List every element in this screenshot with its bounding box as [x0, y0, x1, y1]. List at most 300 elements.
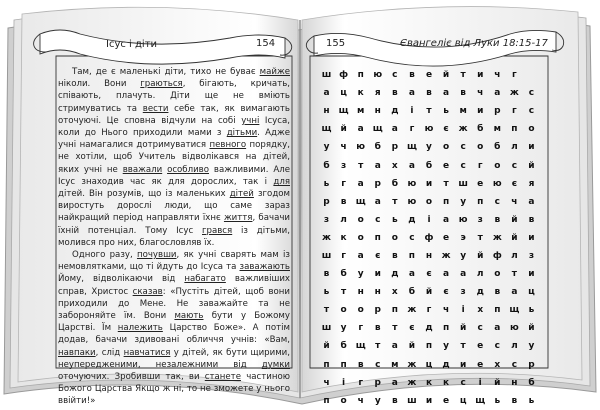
grid-letter: а [494, 323, 501, 334]
underlined-word: певного [209, 140, 247, 151]
underlined-word: заважають [239, 262, 290, 273]
grid-letter: о [340, 395, 347, 406]
grid-letter: й [425, 287, 433, 298]
text-span: важливіших справ, Христос [58, 274, 291, 297]
grid-letter: ф [492, 250, 502, 261]
grid-letter: д [391, 106, 399, 117]
grid-letter: й [408, 341, 416, 352]
grid-letter: ц [340, 88, 347, 99]
grid-letter: є [375, 250, 381, 261]
text-span: Там, де є маленькі діти, тихо не буває [72, 67, 260, 77]
grid-letter: в [357, 359, 364, 370]
grid-letter: й [442, 70, 450, 81]
underlined-word: особливо [167, 164, 210, 175]
grid-letter: і [410, 106, 414, 117]
grid-letter: в [340, 196, 347, 207]
grid-letter: с [477, 323, 483, 334]
grid-letter: й [340, 124, 347, 135]
grid-letter: х [391, 160, 398, 171]
grid-letter: т [443, 178, 449, 189]
grid-letter: т [460, 341, 466, 352]
underlined-word: почувши [136, 250, 177, 261]
grid-letter: б [528, 377, 535, 388]
text-span: Йому, відволікаючи від [58, 274, 185, 285]
grid-letter: ю [373, 70, 383, 81]
grid-letter: е [425, 70, 433, 81]
grid-letter: и [459, 359, 467, 370]
grid-letter: с [375, 214, 381, 225]
grid-letter: в [391, 88, 398, 99]
grid-letter: ж [407, 359, 417, 370]
underlined-word: вважали [122, 164, 163, 175]
grid-letter: а [494, 88, 501, 99]
grid-letter: с [460, 377, 466, 388]
grid-letter: н [425, 250, 433, 261]
grid-letter: ю [492, 178, 502, 189]
grid-letter: ш [321, 250, 332, 261]
grid-letter: ч [494, 70, 501, 81]
grid-letter: ж [407, 377, 417, 388]
grid-letter: ю [424, 124, 434, 135]
grid-letter: с [511, 359, 518, 370]
grid-letter: м [357, 106, 365, 117]
grid-letter: п [425, 341, 433, 352]
grid-letter: і [427, 214, 431, 225]
grid-letter: п [442, 323, 450, 334]
grid-letter: р [494, 106, 501, 117]
text-span: , бігають, кричать, співають, плачуть. Діти ще не вміють стримуватись та [58, 79, 290, 114]
grid-letter: ю [407, 178, 417, 189]
grid-letter: ь [528, 305, 535, 316]
grid-letter: д [476, 287, 484, 298]
grid-letter: й [528, 323, 535, 334]
word-search-grid [318, 66, 540, 406]
grid-letter: а [511, 287, 518, 298]
grid-letter: ю [407, 196, 417, 207]
grid-letter: т [340, 287, 347, 298]
grid-letter: н [374, 106, 381, 117]
grid-letter: а [443, 269, 450, 280]
grid-letter: у [374, 395, 381, 406]
grid-letter: п [391, 305, 398, 316]
grid-letter: з [323, 214, 330, 225]
grid-letter: е [443, 160, 450, 171]
grid-letter: п [323, 359, 330, 370]
grid-letter: в [511, 395, 518, 406]
grid-letter: и [528, 232, 535, 243]
grid-letter: я [528, 178, 535, 189]
grid-letter: м [493, 124, 501, 135]
grid-letter: с [511, 160, 518, 171]
grid-letter: й [477, 250, 484, 261]
grid-letter: ш [321, 323, 332, 334]
grid-letter: ч [442, 305, 450, 316]
grid-letter: ф [339, 70, 349, 81]
grid-letter: п [442, 196, 450, 207]
grid-letter: ш [321, 70, 332, 81]
grid-letter: а [443, 214, 450, 225]
grid-letter: ж [441, 250, 451, 261]
grid-letter: к [340, 232, 347, 243]
left-page-title: Ісус і діти [106, 39, 158, 50]
grid-letter: в [391, 250, 398, 261]
grid-letter: з [528, 250, 535, 261]
text-span: Царство Боже». А потім додав, бачачи здивовані обличчя учнів: «Вам, [58, 323, 290, 346]
grid-letter: л [476, 269, 484, 280]
grid-letter: б [340, 341, 347, 352]
right-page-title: Євангеліє від Луки 18:15-17 [400, 38, 548, 49]
grid-letter: а [391, 377, 398, 388]
grid-letter: р [528, 359, 535, 370]
grid-letter: т [460, 70, 466, 81]
grid-letter: а [357, 250, 364, 261]
grid-letter: а [357, 178, 364, 189]
grid-letter: й [511, 214, 518, 225]
text-span: Ісуса, коли до Нього приходили мами з [58, 115, 290, 139]
grid-letter: ж [458, 124, 468, 135]
grid-letter: і [478, 377, 482, 388]
underlined-word: навчатися [123, 347, 171, 358]
grid-letter: і [342, 377, 346, 388]
grid-letter: ж [492, 232, 502, 243]
grid-letter: а [391, 341, 398, 352]
grid-letter: и [528, 142, 535, 153]
grid-letter: д [408, 214, 416, 225]
grid-letter: ц [459, 395, 467, 406]
grid-letter: у [528, 341, 535, 352]
grid-letter: з [340, 160, 347, 171]
grid-letter: ш [407, 395, 417, 406]
grid-letter: и [374, 269, 381, 280]
underlined-word: майже [259, 67, 290, 77]
grid-letter: м [391, 359, 399, 370]
grid-letter: и [528, 269, 535, 280]
left-page-body [58, 66, 290, 408]
grid-letter: в [323, 269, 330, 280]
grid-letter: п [374, 232, 381, 243]
grid-letter: у [357, 269, 364, 280]
grid-letter: с [528, 106, 535, 117]
grid-letter: т [375, 341, 381, 352]
grid-letter: о [340, 305, 347, 316]
grid-letter: р [323, 196, 330, 207]
grid-letter: у [460, 250, 467, 261]
grid-letter: з [477, 214, 483, 225]
grid-letter: й [494, 377, 501, 388]
grid-letter: г [341, 178, 346, 189]
grid-letter: п [357, 70, 364, 81]
grid-letter: с [375, 359, 381, 370]
grid-letter: э [460, 232, 466, 243]
grid-letter: н [357, 287, 364, 298]
grid-letter: е [443, 395, 450, 406]
grid-letter: ч [357, 395, 364, 406]
grid-letter: ю [458, 214, 468, 225]
grid-letter: с [494, 196, 500, 207]
grid-letter: и [477, 106, 484, 117]
grid-letter: д [391, 269, 399, 280]
grid-letter: р [374, 178, 381, 189]
grid-letter: а [374, 196, 381, 207]
text-span: , бачачи їхній потенціал. Тому Ісус [58, 213, 291, 236]
grid-letter: є [409, 323, 415, 334]
grid-letter: й [528, 160, 535, 171]
grid-letter: ь [323, 178, 330, 189]
underlined-word: мають [174, 311, 204, 322]
grid-letter: р [374, 305, 381, 316]
grid-letter: й [459, 323, 467, 334]
grid-letter: в [460, 88, 466, 99]
grid-letter: в [374, 323, 381, 334]
grid-letter: п [323, 395, 330, 406]
grid-letter: о [357, 305, 364, 316]
grid-letter: в [391, 395, 398, 406]
grid-letter: ю [356, 142, 366, 153]
grid-letter: ф [424, 232, 434, 243]
grid-letter: в [494, 287, 501, 298]
grid-letter: г [341, 250, 346, 261]
grid-letter: к [443, 377, 450, 388]
grid-letter: а [528, 196, 535, 207]
grid-letter: б [374, 142, 381, 153]
grid-letter: й [511, 232, 518, 243]
paragraph [58, 66, 290, 249]
grid-letter: г [512, 106, 517, 117]
text-span: оточуючих. Зробивши так, ви [58, 372, 205, 383]
underlined-word: сказав [132, 286, 163, 297]
text-span: частиною Божого Царства Якщо ж ні, то не зможете у нього ввійти!» [58, 372, 290, 407]
grid-letter: с [460, 142, 466, 153]
text-span: у дітей, як бути щирими, неупередженими, незалежними від [58, 347, 290, 370]
grid-letter: с [409, 232, 415, 243]
grid-letter: б [425, 160, 433, 171]
grid-letter: с [460, 160, 466, 171]
grid-letter: с [392, 70, 398, 81]
text-span: . Адже учні намагалися дотримуватися [58, 128, 290, 151]
grid-letter: є [426, 269, 432, 280]
grid-letter: т [323, 305, 330, 316]
grid-letter: щ [509, 305, 520, 316]
grid-letter: в [409, 70, 415, 81]
underlined-word: для [273, 176, 290, 187]
grid-letter: о [494, 160, 501, 171]
underlined-word: життя [223, 213, 253, 224]
grid-letter: ь [494, 395, 501, 406]
grid-letter: п [494, 305, 501, 316]
grid-letter: г [512, 70, 517, 81]
grid-letter: щ [321, 124, 332, 135]
text-span: порядку, не хотіли, щоб Учитель відволікався на дітей, яких учні не [58, 140, 290, 175]
grid-letter: у [460, 196, 467, 207]
grid-letter: г [358, 323, 364, 334]
text-span: згодом виростуть дорослі люди, що саме зараз найкращий період направляти їхнє [58, 189, 291, 224]
grid-letter: е [443, 232, 450, 243]
text-span: бути у Божому Царстві. Їм [58, 311, 290, 334]
underlined-word: дітей [229, 189, 254, 200]
grid-letter: ш [458, 178, 468, 189]
grid-letter: ц [528, 287, 535, 298]
grid-letter: ь [323, 287, 330, 298]
grid-letter: х [391, 287, 398, 298]
underlined-word: належить [117, 323, 163, 334]
grid-letter: ч [511, 196, 518, 207]
grid-letter: и [425, 395, 433, 406]
grid-letter: в [426, 88, 432, 99]
grid-letter: а [408, 160, 415, 171]
grid-letter: а [408, 88, 415, 99]
underlined-word: дітьми [226, 128, 258, 139]
grid-letter: р [391, 142, 399, 153]
grid-letter [523, 66, 540, 84]
underlined-word: набагато [184, 274, 226, 285]
grid-letter: з [460, 287, 466, 298]
text-span: дітей. Він розумів, що із маленьких [58, 189, 230, 200]
grid-letter: о [442, 142, 450, 153]
right-page-number: 155 [326, 38, 346, 49]
grid-letter: о [357, 214, 364, 225]
grid-letter: ь [528, 395, 535, 406]
grid-letter: є [443, 124, 449, 135]
grid-letter: и [425, 178, 433, 189]
grid-letter: а [460, 269, 467, 280]
grid-letter: і [461, 305, 465, 316]
grid-letter: ь [391, 214, 398, 225]
grid-letter: є [511, 178, 518, 189]
grid-letter: щ [338, 106, 349, 117]
grid-letter: в [494, 214, 501, 225]
grid-letter: ж [407, 305, 417, 316]
grid-letter: г [477, 160, 483, 171]
grid-letter: у [443, 341, 449, 352]
grid-letter: а [391, 124, 398, 135]
grid-letter: щ [475, 395, 486, 406]
grid-letter: д [442, 359, 450, 370]
underlined-word: думки [261, 359, 290, 370]
grid-letter: н [374, 287, 381, 298]
grid-letter: б [391, 178, 398, 189]
grid-letter: н [511, 377, 518, 388]
grid-letter: т [392, 196, 398, 207]
grid-letter: п [511, 124, 518, 135]
grid-letter: п [477, 196, 484, 207]
grid-letter: а [443, 88, 450, 99]
grid-letter: т [511, 269, 517, 280]
grid-letter: ч [323, 377, 330, 388]
grid-letter: є [443, 287, 449, 298]
grid-letter: х [494, 359, 501, 370]
grid-letter: о [528, 124, 535, 135]
text-span: із дітьми, молився про них, благословляв їх. [58, 225, 290, 248]
grid-letter: б [494, 142, 501, 153]
grid-letter: т [392, 323, 398, 334]
grid-letter: б [323, 160, 330, 171]
grid-letter: а [357, 124, 364, 135]
grid-letter: г [409, 124, 415, 135]
grid-letter: ю [510, 323, 519, 334]
grid-letter: п [408, 250, 416, 261]
grid-letter: щ [406, 142, 417, 153]
grid-letter: и [477, 70, 484, 81]
grid-letter: л [511, 250, 518, 261]
grid-letter: н [323, 106, 330, 117]
grid-letter: м [459, 106, 467, 117]
grid-letter: б [340, 269, 347, 280]
left-page-number: 154 [256, 38, 276, 49]
text-span: : «Пустіть дітей, щоб вони приходили до Мене. Не заважайте та не забороняйте їм. Вони [58, 286, 291, 322]
grid-letter: д [425, 323, 433, 334]
underlined-word: вести [142, 103, 169, 114]
text-span: Одного разу, [72, 250, 137, 261]
underlined-word: станете [204, 372, 241, 383]
grid-letter: щ [372, 124, 383, 135]
grid-letter: б [408, 287, 416, 298]
grid-letter: п [340, 359, 347, 370]
text-span: себе так, як вимагають оточуючі. Це сповна відчули на собі [58, 103, 290, 126]
grid-letter: г [358, 377, 364, 388]
grid-letter: л [511, 142, 518, 153]
grid-letter: л [511, 341, 518, 352]
grid-letter: т [477, 232, 483, 243]
grid-letter: т [426, 106, 432, 117]
grid-letter: б [477, 124, 484, 135]
grid-letter: ж [509, 88, 519, 99]
grid-letter: т [358, 160, 364, 171]
text-span: , як учні сварять мам із немовлятками, що ті йдуть до Ісуса та [58, 250, 290, 273]
grid-letter: а [323, 88, 330, 99]
grid-letter: а [374, 160, 381, 171]
grid-letter: о [477, 142, 484, 153]
grid-letter: к [357, 88, 364, 99]
grid-letter: л [340, 214, 347, 225]
grid-letter: щ [355, 341, 366, 352]
text-span: , слід [95, 347, 124, 358]
underlined-word: навпаки [58, 347, 96, 358]
grid-letter: е [477, 178, 484, 189]
grid-letter: ч [340, 142, 347, 153]
grid-letter: ц [425, 359, 433, 370]
grid-letter: г [426, 305, 432, 316]
grid-letter: о [391, 232, 398, 243]
grid-letter: е [477, 359, 484, 370]
grid-letter: о [425, 196, 433, 207]
underlined-word: грався [202, 225, 233, 236]
grid-letter: й [323, 341, 330, 352]
underlined-word: учні [241, 115, 260, 126]
grid-letter: е [477, 341, 484, 352]
grid-letter: у [426, 142, 432, 153]
grid-letter: х [477, 305, 484, 316]
text-span: ніколи. Вони [58, 79, 141, 90]
grid-letter: я [374, 88, 381, 99]
underlined-word: граються [140, 79, 183, 90]
grid-letter: к [425, 377, 433, 388]
paragraph [58, 249, 290, 408]
text-span: важливими. Але Ісус знаходив час як для дорослих, так і [58, 164, 290, 187]
grid-letter: а [408, 269, 415, 280]
grid-letter: о [494, 269, 501, 280]
grid-letter: у [340, 323, 347, 334]
grid-letter: о [357, 232, 364, 243]
grid-letter: с [528, 88, 535, 99]
grid-letter: ь [443, 106, 449, 117]
grid-letter: р [374, 377, 381, 388]
grid-letter: у [323, 142, 330, 153]
grid-letter: с [494, 341, 500, 352]
grid-letter: ж [322, 232, 332, 243]
grid-letter: щ [355, 196, 366, 207]
grid-letter: ч [477, 88, 484, 99]
grid-letter: в [528, 214, 535, 225]
